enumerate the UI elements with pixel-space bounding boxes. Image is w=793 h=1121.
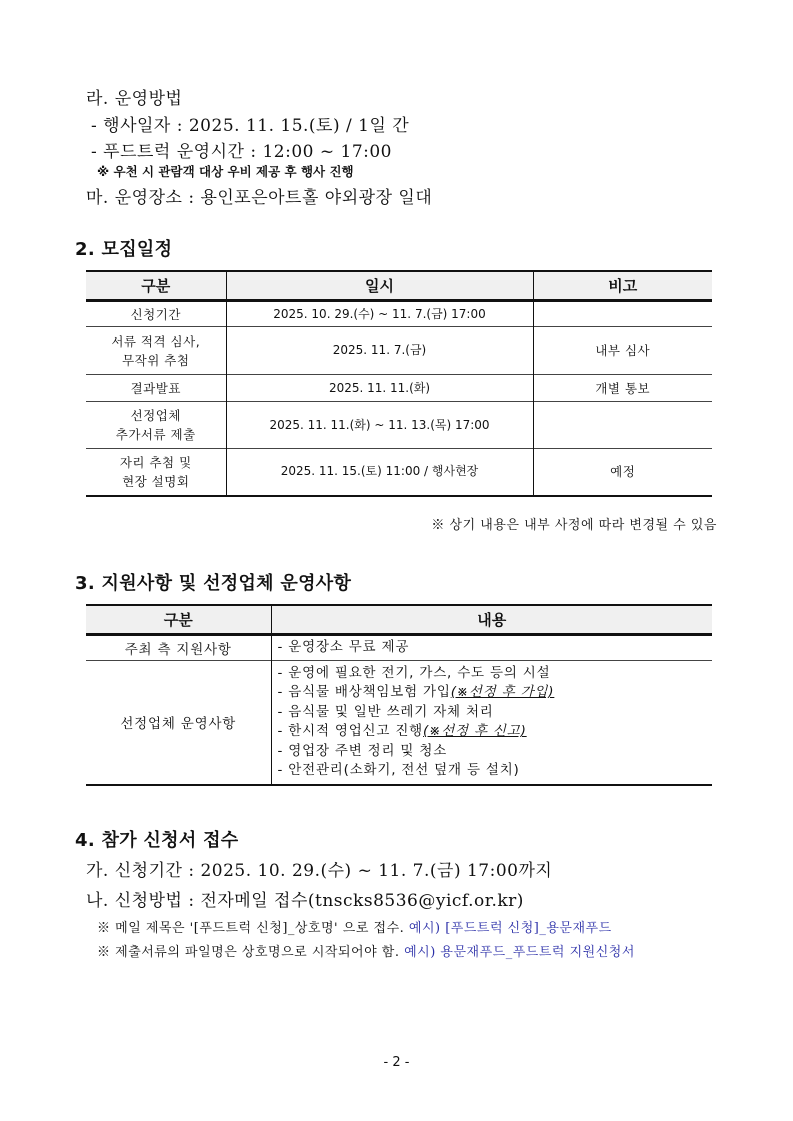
note (533, 402, 712, 449)
operation-heading: 라. 운영방법 (86, 89, 183, 109)
header-category: 구분 (86, 605, 271, 635)
category-line1: 서류 적격 심사, (111, 333, 201, 349)
table-row (86, 327, 712, 375)
application-method: 나. 신청방법 : 전자메일 접수(tnscks8536@yicf.or.kr) (86, 891, 524, 911)
note: 개별 통보 (595, 380, 651, 396)
truck-hours: - 푸드트럭 운영시간 : 12:00 ~ 17:00 (91, 142, 392, 162)
content-item: - 운영장소 무료 제공 (277, 639, 410, 656)
category-line1: 선정업체 (130, 408, 181, 423)
section3-title: 3. 지원사항 및 선정업체 운영사항 (75, 573, 352, 594)
header-note: 비고 (533, 271, 712, 301)
content-item: - 안전관리(소화기, 전선 덮개 등 설치) (277, 762, 520, 779)
category-line2: 추가서류 제출 (115, 427, 196, 442)
content-item: - 운영에 필요한 전기, 가스, 수도 등의 시설 (277, 664, 551, 681)
note: 예정 (610, 464, 636, 480)
datetime: 2025. 10. 29.(수) ~ 11. 7.(금) 17:00 (226, 301, 533, 327)
category: 신청기간 (130, 306, 181, 322)
content-item-note: (※선정 후 신고) (423, 723, 527, 740)
section2-title: 2. 모집일정 (75, 239, 173, 260)
support-table (86, 604, 712, 786)
table-row (86, 449, 712, 496)
rain-note: ※ 우천 시 관람객 대상 우비 제공 후 행사 진행 (97, 164, 354, 179)
table-row (86, 661, 712, 785)
table-row (86, 301, 712, 327)
header-category: 구분 (86, 271, 226, 301)
note: 내부 심사 (595, 343, 651, 358)
content-item: - 한시적 영업신고 진행(※선정 후 신고) (277, 723, 527, 740)
datetime: 2025. 11. 7.(금) (226, 327, 533, 375)
category-line2: 무작위 추첨 (122, 352, 190, 368)
content-item-note: (※선정 후 가입) (450, 684, 555, 701)
datetime: 2025. 11. 11.(화) ~ 11. 13.(목) 17:00 (226, 402, 533, 449)
category: 결과발표 (130, 380, 181, 396)
table-row (86, 375, 712, 402)
category-line1: 자리 추첨 및 (119, 454, 192, 470)
table-row (86, 402, 712, 449)
table-row (86, 635, 712, 661)
datetime: 2025. 11. 11.(화) (226, 375, 533, 402)
mail-subject-example: 예시) [푸드트럭 신청]_용문재푸드 (408, 921, 612, 936)
content-item: - 음식물 및 일반 쓰레기 자체 처리 (277, 703, 494, 720)
mail-subject-note: ※ 메일 제목은 '[푸드트럭 신청]_상호명' 으로 접수. 예시) [푸드트럭 신청]_용문재푸드 (97, 921, 612, 936)
filename-note: ※ 제출서류의 파일명은 상호명으로 시작되어야 함. 예시) 용문재푸드_푸드트럭 지원신청서 (97, 945, 635, 960)
category-line2: 현장 설명회 (122, 473, 190, 489)
filename-example: 예시) 용문재푸드_푸드트럭 지원신청서 (404, 945, 635, 960)
content-item: - 영업장 주변 정리 및 청소 (277, 742, 448, 759)
datetime: 2025. 11. 15.(토) 11:00 / 행사현장 (226, 449, 533, 496)
header-content: 내용 (271, 605, 712, 635)
schedule-footnote: ※ 상기 내용은 내부 사정에 따라 변경될 수 있음 (431, 518, 717, 533)
application-period: 가. 신청기간 : 2025. 10. 29.(수) ~ 11. 7.(금) 17:00까지 (86, 861, 553, 881)
page-number: - 2 - (383, 1055, 410, 1070)
section4-title: 4. 참가 신청서 접수 (75, 830, 239, 851)
venue: 마. 운영장소 : 용인포은아트홀 야외광장 일대 (86, 188, 433, 208)
event-date: - 행사일자 : 2025. 11. 15.(토) / 1일 간 (91, 116, 410, 136)
category: 주최 측 지원사항 (86, 635, 271, 661)
category: 선정업체 운영사항 (86, 661, 271, 785)
note (533, 301, 712, 327)
content-item: - 음식물 배상책임보험 가입(※선정 후 가입) (277, 684, 555, 701)
schedule-table (86, 270, 712, 497)
header-datetime: 일시 (226, 271, 533, 301)
